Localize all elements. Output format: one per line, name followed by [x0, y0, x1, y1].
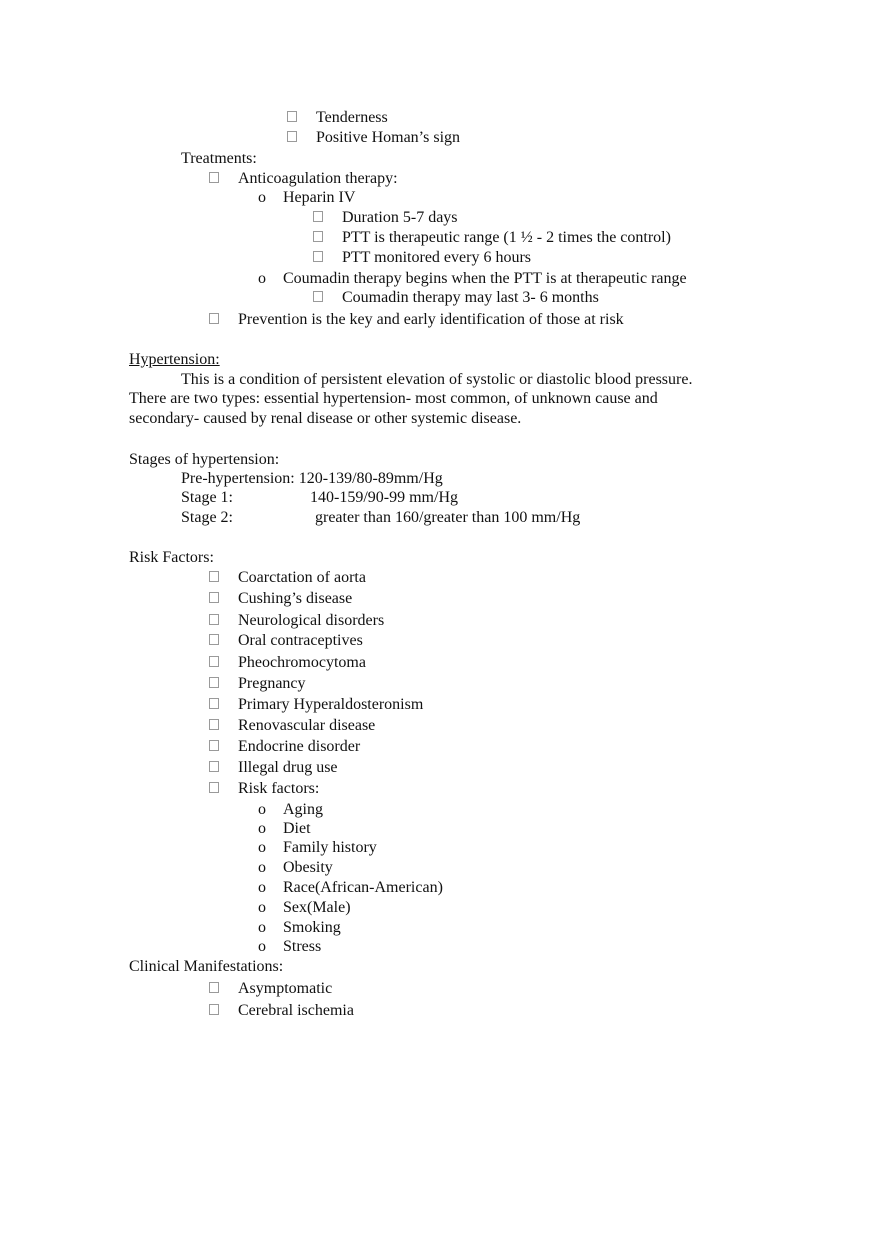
sub-risk-item: Stress [283, 938, 322, 955]
bullet-o-icon: o [258, 270, 266, 287]
bullet-box-icon [209, 698, 219, 709]
clinical-item: Asymptomatic [238, 980, 333, 997]
risk-item: Renovascular disease [238, 717, 376, 734]
risk-item: Neurological disorders [238, 612, 385, 629]
bullet-o-icon: o [258, 859, 266, 876]
sub-risk-item: Aging [283, 801, 323, 818]
sub-risk-item: Smoking [283, 919, 341, 936]
bullet-o-icon: o [258, 820, 266, 837]
bullet-box-icon [313, 291, 323, 302]
treatments-heading: Treatments: [181, 150, 257, 167]
heparin-item: Heparin IV [283, 189, 356, 206]
coumadin-detail: Coumadin therapy may last 3- 6 months [342, 289, 599, 306]
clinical-item: Cerebral ischemia [238, 1002, 354, 1019]
prevention-item: Prevention is the key and early identification of those at risk [238, 311, 624, 328]
coumadin-item: Coumadin therapy begins when the PTT is at therapeutic range [283, 270, 687, 287]
bullet-box-icon [209, 614, 219, 625]
hypertension-heading: Hypertension: [129, 351, 220, 368]
bullet-o-icon: o [258, 189, 266, 206]
bullet-box-icon [313, 211, 323, 222]
bullet-box-icon [209, 740, 219, 751]
sign-item: Positive Homan’s sign [316, 129, 461, 146]
sub-risk-item: Diet [283, 820, 311, 837]
hypertension-paragraph-line: There are two types: essential hypertension- most common, of unknown cause and [129, 390, 658, 407]
bullet-o-icon: o [258, 839, 266, 856]
risk-item: Pregnancy [238, 675, 306, 692]
risk-item: Illegal drug use [238, 759, 338, 776]
stages-heading: Stages of hypertension: [129, 451, 280, 468]
risk-item: Coarctation of aorta [238, 569, 366, 586]
risk-item: Pheochromocytoma [238, 654, 366, 671]
bullet-box-icon [209, 719, 219, 730]
bullet-box-icon [209, 571, 219, 582]
bullet-o-icon: o [258, 801, 266, 818]
bullet-box-icon [209, 1004, 219, 1015]
bullet-box-icon [209, 313, 219, 324]
bullet-box-icon [209, 592, 219, 603]
risk-factors-heading: Risk Factors: [129, 549, 214, 566]
sub-risk-item: Sex(Male) [283, 899, 351, 916]
sign-item: Tenderness [316, 109, 388, 126]
bullet-box-icon [313, 251, 323, 262]
sub-risk-item: Family history [283, 839, 377, 856]
stage-prehypertension: Pre-hypertension: 120-139/80-89mm/Hg [181, 470, 443, 487]
bullet-box-icon [209, 656, 219, 667]
bullet-o-icon: o [258, 938, 266, 955]
bullet-o-icon: o [258, 899, 266, 916]
bullet-o-icon: o [258, 879, 266, 896]
bullet-box-icon [313, 231, 323, 242]
heparin-detail: PTT is therapeutic range (1 ½ - 2 times the control) [342, 229, 671, 246]
stage-2-label: Stage 2: [181, 509, 233, 526]
bullet-box-icon [287, 111, 297, 122]
stage-1-label: Stage 1: [181, 489, 233, 506]
stage-2-value: greater than 160/greater than 100 mm/Hg [315, 509, 581, 526]
bullet-box-icon [209, 172, 219, 183]
hypertension-paragraph-line: secondary- caused by renal disease or other systemic disease. [129, 410, 522, 427]
risk-item: Oral contraceptives [238, 632, 363, 649]
risk-item: Primary Hyperaldosteronism [238, 696, 424, 713]
risk-item: Risk factors: [238, 780, 320, 797]
bullet-box-icon [287, 131, 297, 142]
sub-risk-item: Race(African-American) [283, 879, 443, 896]
anticoag-item: Anticoagulation therapy: [238, 170, 398, 187]
bullet-box-icon [209, 634, 219, 645]
clinical-heading: Clinical Manifestations: [129, 958, 284, 975]
bullet-box-icon [209, 982, 219, 993]
bullet-box-icon [209, 782, 219, 793]
bullet-box-icon [209, 677, 219, 688]
bullet-o-icon: o [258, 919, 266, 936]
hypertension-paragraph-line: This is a condition of persistent elevation of systolic or diastolic blood pressure. [181, 371, 693, 388]
risk-item: Cushing’s disease [238, 590, 353, 607]
heparin-detail: PTT monitored every 6 hours [342, 249, 532, 266]
stage-1-value: 140-159/90-99 mm/Hg [310, 489, 458, 506]
risk-item: Endocrine disorder [238, 738, 361, 755]
sub-risk-item: Obesity [283, 859, 333, 876]
bullet-box-icon [209, 761, 219, 772]
heparin-detail: Duration 5-7 days [342, 209, 458, 226]
